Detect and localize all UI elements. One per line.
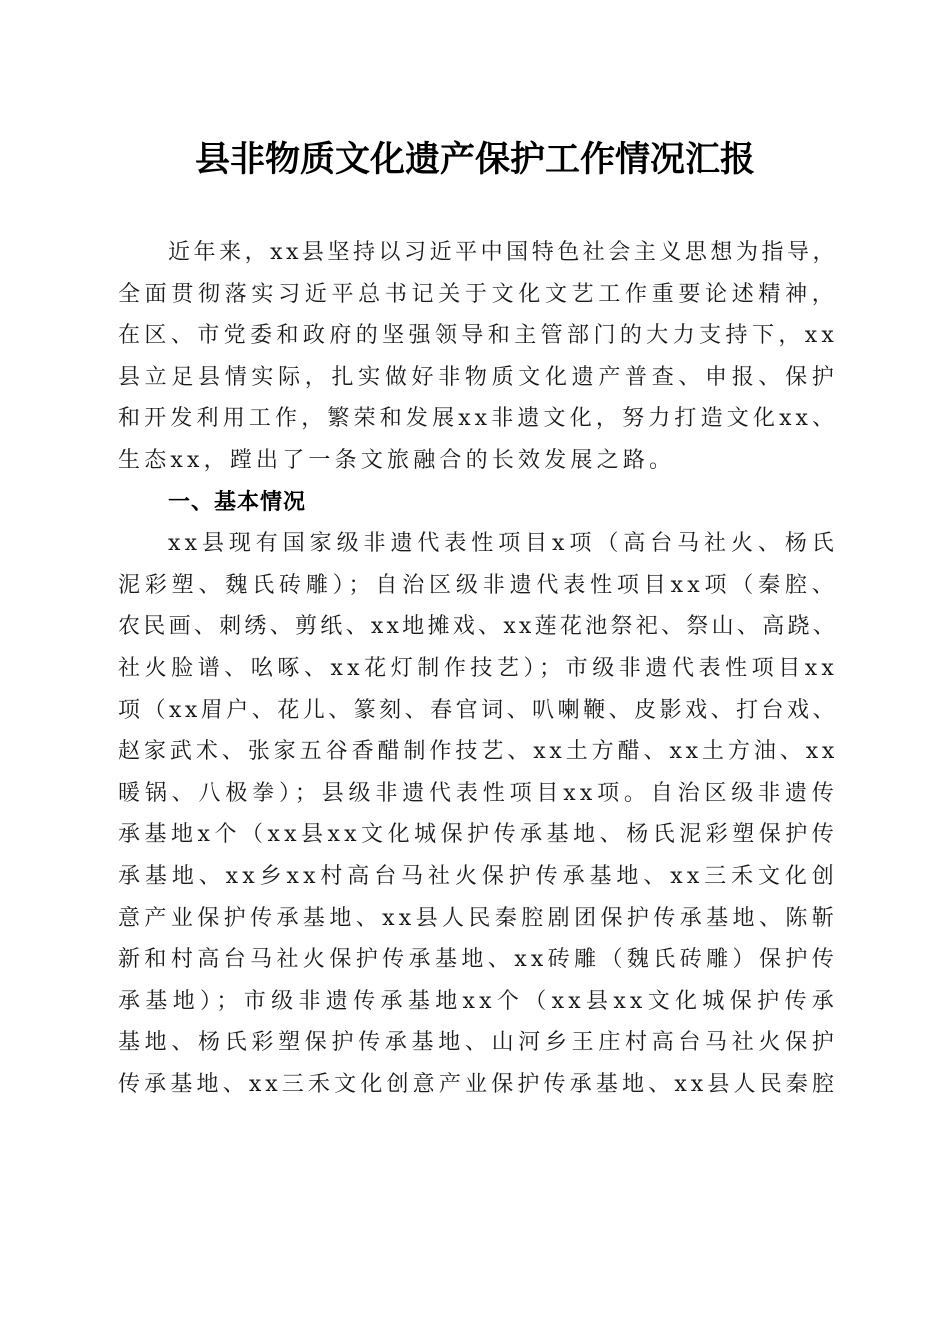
text-line: 新和村高台马社火保护传承基地、xx砖雕（魏氏砖雕）保护传 bbox=[118, 947, 838, 973]
section-heading-basic-situation: 一、基本情况 bbox=[168, 489, 307, 515]
text-line: 在区、市党委和政府的坚强领导和主管部门的大力支持下，xx bbox=[118, 323, 838, 349]
document-title: 县非物质文化遗产保护工作情况汇报 bbox=[194, 139, 755, 180]
paragraph-intro bbox=[118, 232, 838, 482]
text-line: 全面贯彻落实习近平总书记关于文化文艺工作重要论述精神， bbox=[118, 281, 838, 307]
text-line: 承基地x个（xx县xx文化城保护传承基地、杨氏泥彩塑保护传 bbox=[118, 822, 838, 848]
text-line: 和开发利用工作，繁荣和发展xx非遗文化，努力打造文化xx、 bbox=[118, 406, 838, 432]
text-line: 近年来，xx县坚持以习近平中国特色社会主义思想为指导， bbox=[168, 240, 838, 265]
text-line: xx县现有国家级非遗代表性项目x项（高台马社火、杨氏 bbox=[168, 531, 838, 557]
text-line: 暖锅、八极拳）；县级非遗代表性项目xx项。自治区级非遗传 bbox=[118, 780, 838, 806]
text-line: 传承基地、xx三禾文化创意产业保护传承基地、xx县人民秦腔 bbox=[118, 1071, 838, 1097]
text-line: 农民画、刺绣、剪纸、xx地摊戏、xx莲花池祭祀、祭山、高跷、 bbox=[118, 614, 838, 640]
text-line: 社火脸谱、吆啄、xx花灯制作技艺）；市级非遗代表性项目xx bbox=[118, 655, 838, 681]
text-line: 泥彩塑、魏氏砖雕）；自治区级非遗代表性项目xx项（秦腔、 bbox=[118, 572, 838, 598]
text-line: 承基地、xx乡xx村高台马社火保护传承基地、xx三禾文化创 bbox=[118, 863, 838, 889]
text-line: 意产业保护传承基地、xx县人民秦腔剧团保护传承基地、陈靳 bbox=[118, 905, 838, 931]
text-line: 承基地）；市级非遗传承基地xx个（xx县xx文化城保护传承 bbox=[118, 988, 838, 1014]
text-line: 县立足县情实际，扎实做好非物质文化遗产普查、申报、保护 bbox=[118, 364, 838, 390]
text-line: 赵家武术、张家五谷香醋制作技艺、xx土方醋、xx土方油、xx bbox=[118, 739, 838, 765]
paragraph-basic-situation bbox=[118, 523, 838, 1105]
text-line: 项（xx眉户、花儿、篆刻、春官词、叭喇鞭、皮影戏、打台戏、 bbox=[118, 697, 838, 723]
text-line: 生态xx，蹚出了一条文旅融合的长效发展之路。 bbox=[118, 447, 676, 473]
document-body bbox=[118, 232, 838, 1105]
text-line: 基地、杨氏彩塑保护传承基地、山河乡王庄村高台马社火保护 bbox=[118, 1030, 838, 1056]
